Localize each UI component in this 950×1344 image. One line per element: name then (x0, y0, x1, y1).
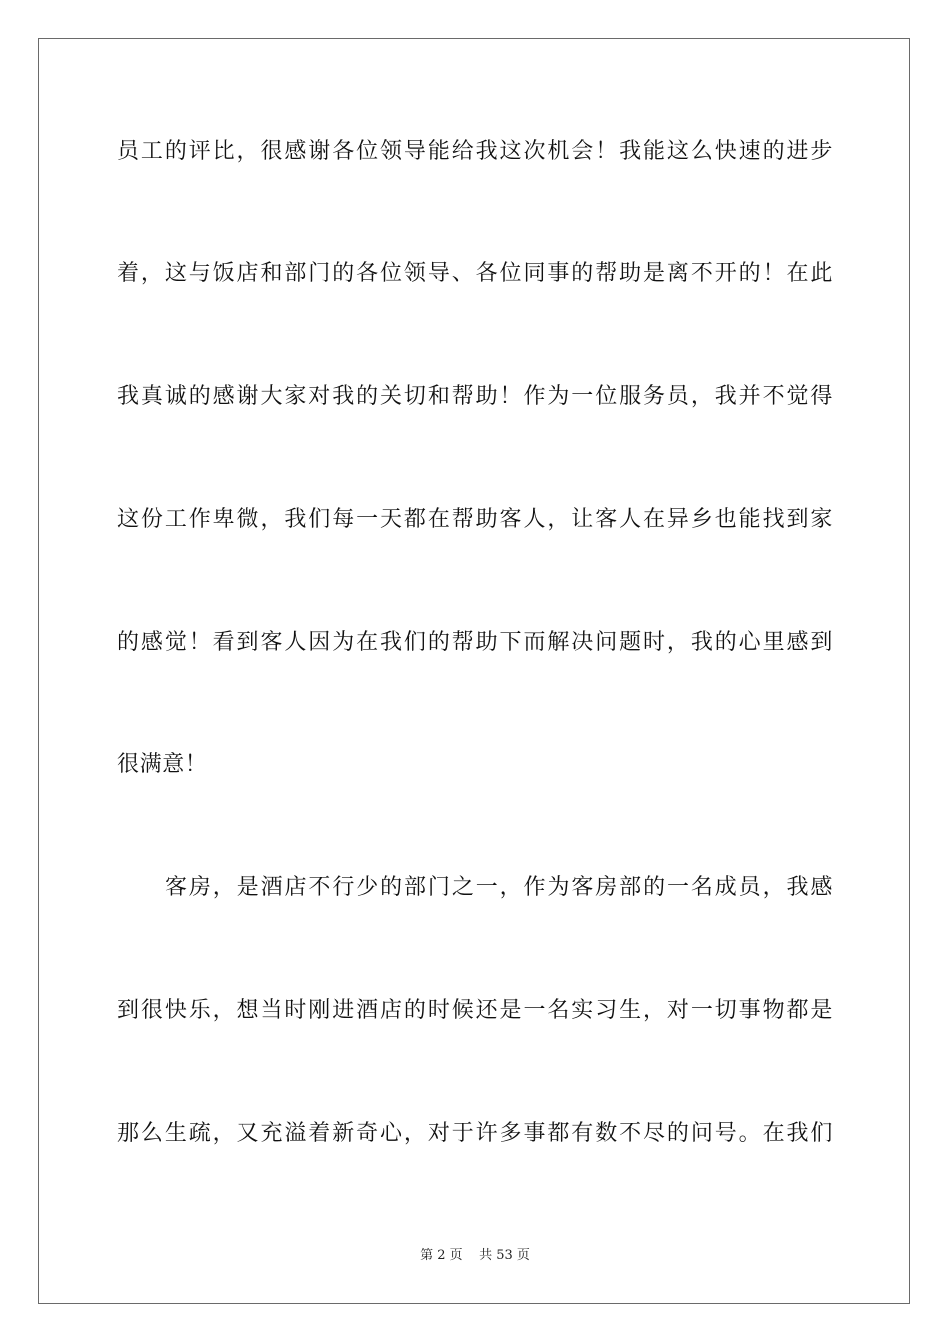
paragraph-line-2: 着，这与饭店和部门的各位领导、各位同事的帮助是离不开的！在此 (117, 261, 833, 286)
page-border (38, 38, 910, 1304)
paragraph2-line-2: 到很快乐，想当时刚进酒店的时候还是一名实习生，对一切事物都是 (117, 998, 833, 1023)
paragraph2-line-3: 那么生疏，又充溢着新奇心，对于许多事都有数不尽的问号。在我们 (117, 1121, 833, 1146)
paragraph-line-6: 很满意！ (117, 752, 208, 777)
paragraph-line-5: 的感觉！看到客人因为在我们的帮助下而解决问题时，我的心里感到 (117, 630, 833, 655)
paragraph-line-3: 我真诚的感谢大家对我的关切和帮助！作为一位服务员，我并不觉得 (117, 384, 833, 409)
paragraph-line-4: 这份工作卑微，我们每一天都在帮助客人，让客人在异乡也能找到家 (117, 507, 833, 532)
paragraph2-line-1: 客房，是酒店不行少的部门之一，作为客房部的一名成员，我感 (165, 875, 833, 900)
page-number-footer: 第 2 页 共 53 页 (420, 1248, 530, 1263)
paragraph-line-1: 员工的评比，很感谢各位领导能给我这次机会！我能这么快速的进步 (117, 139, 833, 164)
